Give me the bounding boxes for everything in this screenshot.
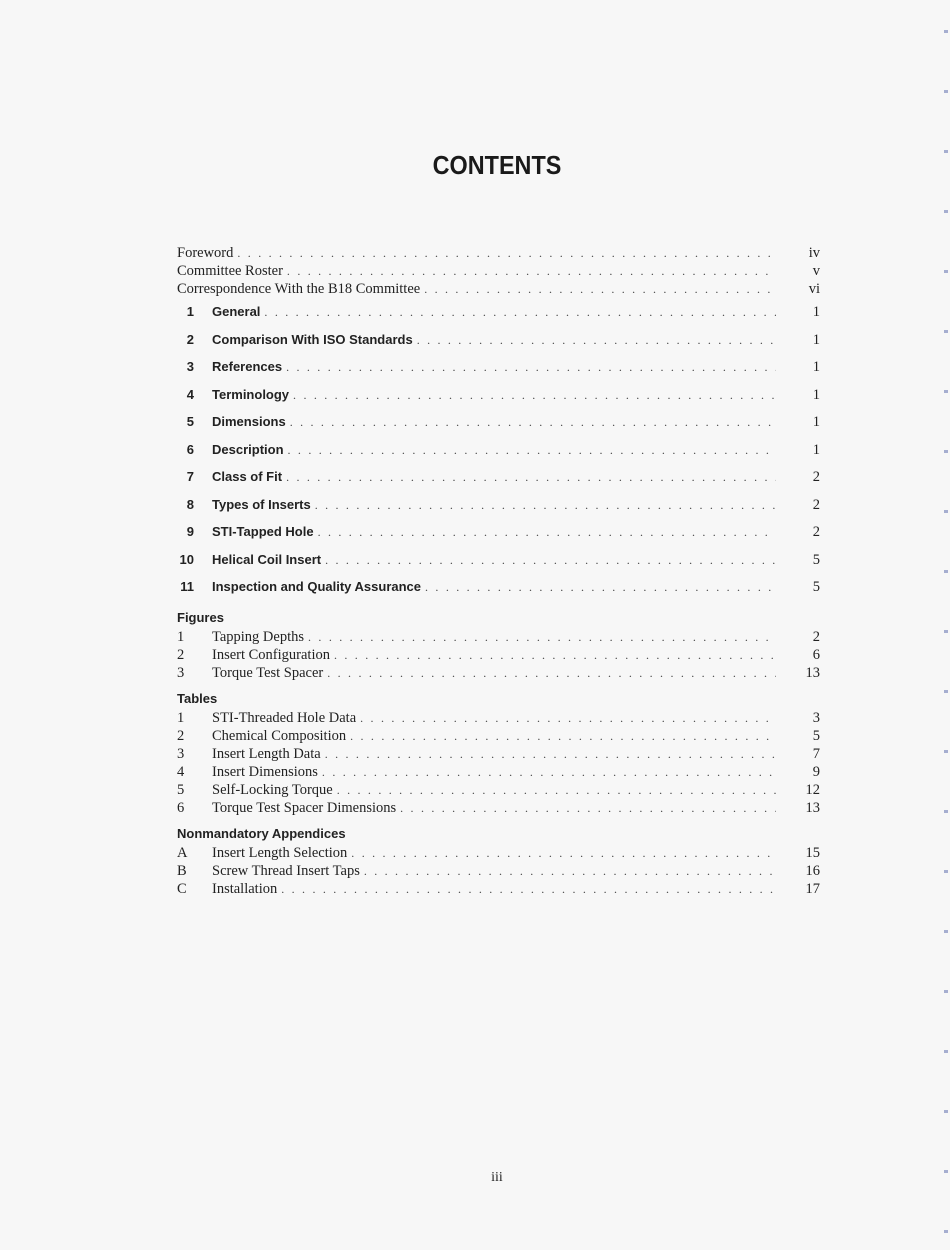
dot-leader (237, 244, 776, 262)
dot-leader (290, 409, 776, 437)
entry-page-number: 2 (812, 524, 820, 540)
dot-leader (325, 547, 776, 575)
dot-leader (400, 799, 776, 817)
entry-page-number: 13 (805, 664, 820, 681)
entry-number: B (177, 862, 187, 879)
entry-page-number: 17 (805, 880, 820, 897)
entry-title: STI-Threaded Hole Data (212, 709, 357, 726)
toc-entry[interactable] (177, 280, 820, 298)
entry-page-number: 5 (812, 727, 820, 744)
entry-title: Dimensions (212, 414, 286, 429)
entry-number: 1 (186, 304, 194, 319)
entry-number: A (177, 844, 188, 861)
toc-entry[interactable] (177, 436, 820, 464)
entry-page-number: 13 (805, 799, 820, 816)
entry-title: Committee Roster (177, 263, 283, 279)
entry-page-number: 1 (812, 304, 820, 320)
page-title: CONTENTS (432, 150, 562, 180)
entry-page-number: iv (808, 245, 820, 261)
entry-page-number: 3 (812, 709, 820, 726)
entry-title: Torque Test Spacer Dimensions (212, 799, 397, 816)
entry-number: 8 (186, 496, 194, 512)
dot-leader (360, 709, 776, 727)
dot-leader (417, 327, 776, 355)
entry-number: 2 (177, 727, 185, 744)
entry-title: Correspondence With the B18 Committee (177, 281, 421, 297)
toc-entry[interactable] (177, 664, 820, 682)
entry-page-number: 9 (812, 763, 820, 780)
entry-page-number: 5 (812, 551, 820, 568)
toc-entry[interactable] (177, 546, 820, 574)
entry-page-number: 2 (812, 496, 820, 513)
entry-number: 11 (180, 579, 194, 594)
figures-list (177, 628, 820, 682)
table-of-contents (177, 244, 820, 898)
entry-number: 2 (186, 331, 194, 347)
entry-number: 5 (186, 414, 194, 429)
dot-leader (322, 763, 776, 781)
entry-title: Comparison With ISO Standards (212, 331, 413, 347)
toc-entry[interactable] (177, 518, 820, 546)
entry-page-number: 15 (805, 844, 820, 861)
dot-leader (288, 437, 776, 465)
dot-leader (286, 354, 776, 382)
entry-title: Types of Inserts (212, 496, 311, 512)
dot-leader (351, 844, 776, 862)
entry-number: 3 (177, 664, 185, 681)
toc-entry[interactable] (177, 727, 820, 745)
entry-title: Foreword (177, 245, 234, 261)
entry-page-number: 1 (812, 414, 820, 430)
dot-leader (334, 646, 776, 664)
entry-page-number: vi (808, 281, 820, 297)
entry-number: 3 (177, 745, 185, 762)
entry-title: Description (212, 441, 284, 457)
figures-heading: Figures (177, 609, 224, 625)
section-list (177, 298, 820, 601)
dot-leader (327, 664, 776, 682)
appendices-list (177, 844, 820, 898)
entry-title: Insert Length Selection (212, 844, 348, 861)
entry-number: 6 (177, 799, 185, 816)
toc-entry[interactable] (177, 880, 820, 898)
dot-leader (293, 382, 776, 410)
dot-leader (287, 262, 776, 280)
entry-page-number: 5 (812, 579, 820, 595)
entry-number: C (177, 880, 187, 897)
toc-entry[interactable] (177, 244, 820, 262)
entry-title: Insert Dimensions (212, 763, 318, 780)
toc-entry[interactable] (177, 262, 820, 280)
entry-page-number: 2 (812, 469, 820, 485)
entry-title: Tapping Depths (212, 628, 305, 645)
dot-leader (424, 280, 776, 298)
entry-title: Self-Locking Torque (212, 781, 333, 798)
dot-leader (325, 745, 776, 763)
appendices-heading: Nonmandatory Appendices (177, 825, 346, 841)
toc-entry[interactable] (177, 781, 820, 799)
toc-entry[interactable] (177, 491, 820, 519)
toc-entry[interactable] (177, 326, 820, 354)
toc-entry[interactable] (177, 745, 820, 763)
entry-number: 1 (177, 628, 185, 645)
entry-page-number: 1 (812, 359, 820, 375)
front-matter-list (177, 244, 820, 298)
toc-entry[interactable] (177, 408, 820, 436)
entry-title: Inspection and Quality Assurance (212, 579, 422, 594)
entry-title: Torque Test Spacer (212, 664, 324, 681)
entry-number: 10 (179, 551, 194, 567)
dot-leader (286, 464, 776, 492)
dot-leader (337, 781, 776, 799)
toc-entry[interactable] (177, 763, 820, 781)
toc-entry[interactable] (177, 381, 820, 409)
entry-page-number: 7 (812, 745, 820, 762)
entry-title: Insert Length Data (212, 745, 321, 762)
entry-page-number: 1 (812, 331, 820, 348)
entry-title: Screw Thread Insert Taps (212, 862, 360, 879)
tables-list (177, 709, 820, 817)
tables-heading: Tables (177, 690, 218, 706)
toc-entry[interactable] (177, 628, 820, 646)
toc-entry[interactable] (177, 463, 820, 491)
entry-page-number: 2 (812, 628, 820, 645)
entry-number: 6 (186, 441, 194, 457)
entry-title: STI-Tapped Hole (212, 524, 314, 539)
entry-title: General (212, 304, 261, 319)
entry-number: 3 (186, 359, 194, 374)
entry-number: 7 (186, 469, 194, 484)
dot-leader (264, 299, 776, 327)
toc-entry[interactable] (177, 799, 820, 817)
entry-title: References (212, 359, 283, 374)
dot-leader (364, 862, 776, 880)
entry-number: 9 (186, 524, 194, 539)
entry-number: 4 (177, 763, 185, 780)
page-number: iii (491, 1170, 503, 1185)
entry-page-number: 1 (812, 441, 820, 458)
toc-entry[interactable] (177, 709, 820, 727)
entry-page-number: 12 (805, 781, 820, 798)
margin-stamp (944, 0, 948, 1250)
entry-page-number: 6 (812, 646, 820, 663)
entry-title: Helical Coil Insert (212, 551, 322, 567)
entry-page-number: 1 (812, 386, 820, 403)
entry-title: Installation (212, 880, 278, 897)
toc-entry[interactable] (177, 844, 820, 862)
dot-leader (315, 492, 776, 520)
entry-page-number: 16 (805, 862, 820, 879)
dot-leader (425, 574, 776, 602)
toc-entry[interactable] (177, 646, 820, 664)
toc-entry[interactable] (177, 862, 820, 880)
entry-number: 2 (177, 646, 185, 663)
entry-number: 5 (177, 781, 185, 798)
entry-page-number: v (812, 263, 820, 279)
dot-leader (308, 628, 776, 646)
dot-leader (350, 727, 776, 745)
dot-leader (318, 519, 776, 547)
toc-entry[interactable] (177, 353, 820, 381)
toc-entry[interactable] (177, 298, 820, 326)
entry-title: Chemical Composition (212, 727, 347, 744)
toc-entry[interactable] (177, 573, 820, 601)
entry-title: Class of Fit (212, 469, 283, 484)
entry-title: Insert Configuration (212, 646, 330, 663)
entry-title: Terminology (212, 386, 290, 402)
entry-number: 1 (177, 709, 185, 726)
dot-leader (281, 880, 776, 898)
entry-number: 4 (186, 386, 194, 402)
